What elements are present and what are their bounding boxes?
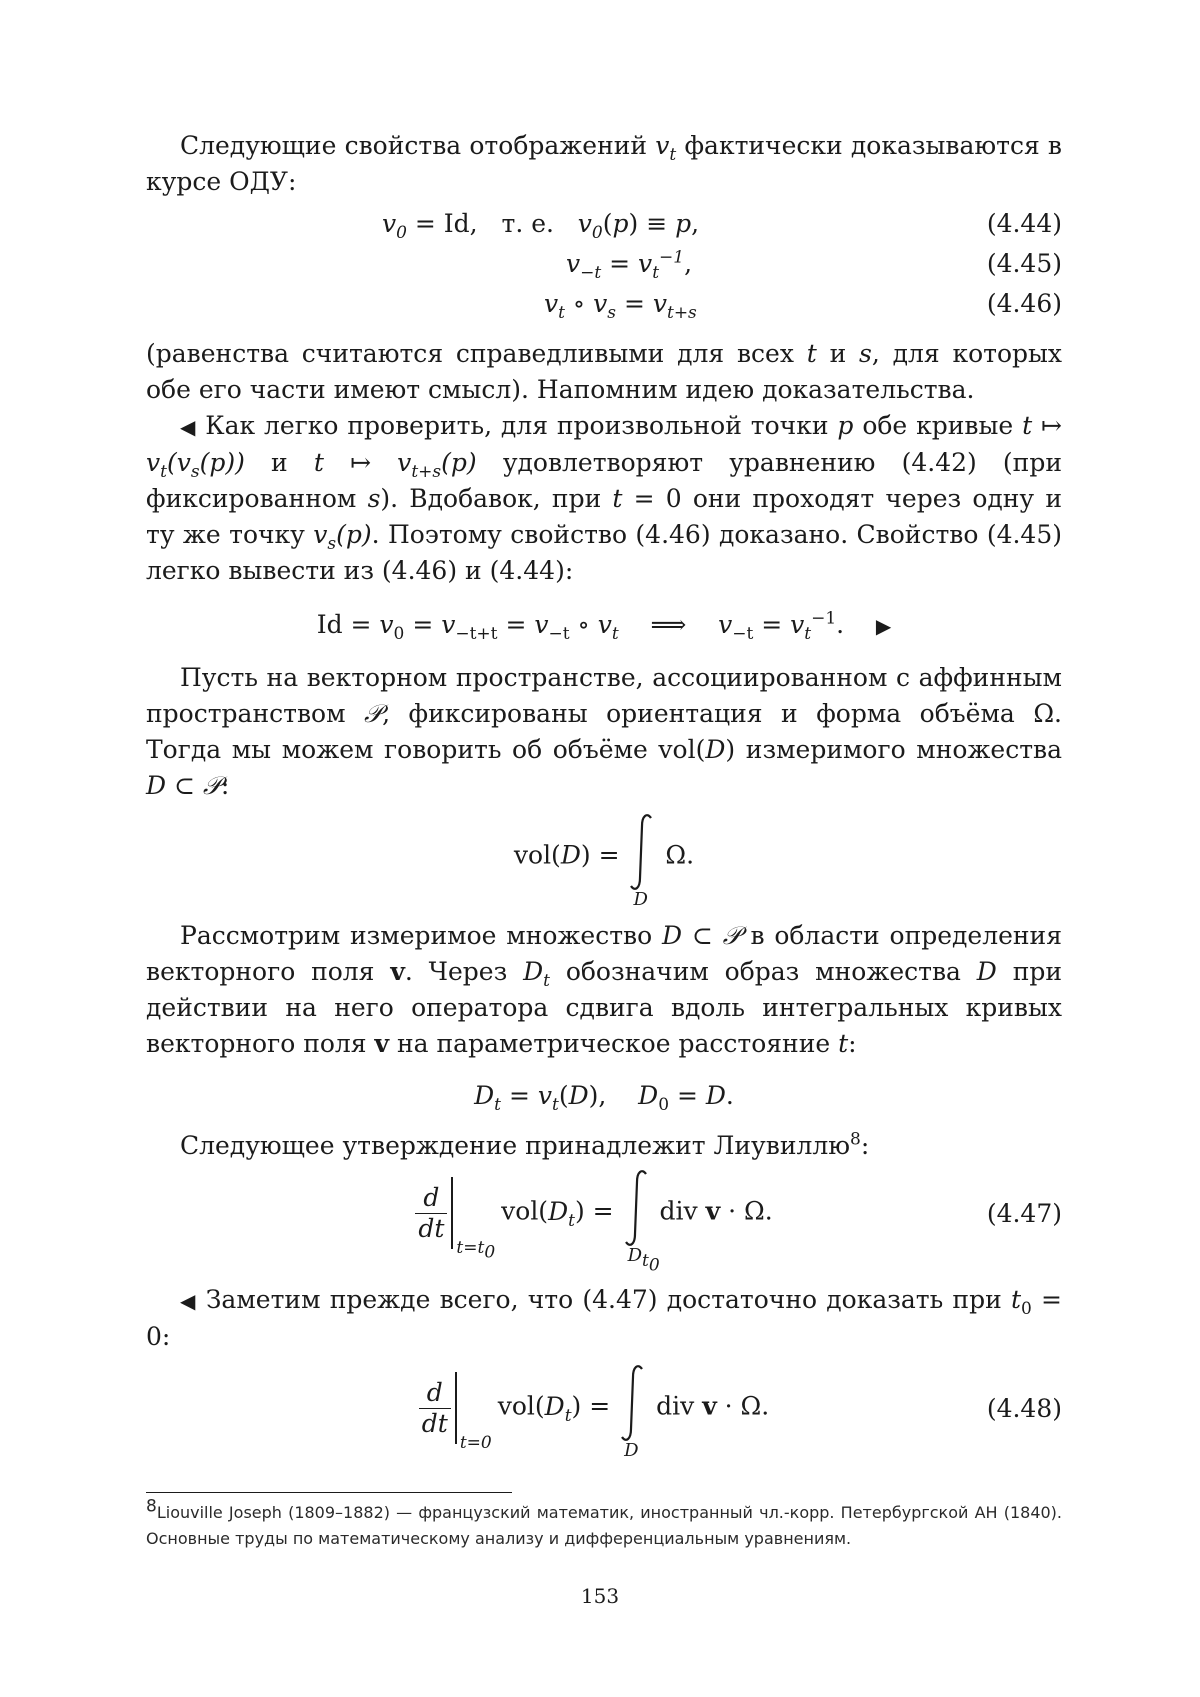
integral-sign-icon: D xyxy=(627,812,657,902)
equation-4-46: $v_t$ ∘ $v_s = v_{t+s}$ (4.46) xyxy=(544,289,1062,323)
proof-end-icon: ▶ xyxy=(875,614,892,638)
proof-paragraph-2: ◀ Заметим прежде всего, что (4.47) достаточно доказать при $t_0 = 0$: xyxy=(146,1285,1062,1351)
paragraph-1: Следующие свойства отображений $v_t$ фактически доказываются в курсе ОДУ: xyxy=(146,131,1063,196)
equation-volume-definition: vol(D) = D Ω. xyxy=(146,812,1062,912)
integral-sign-icon: D xyxy=(618,1363,648,1453)
page-number: 153 xyxy=(580,1584,620,1608)
proof-start-icon: ◀ xyxy=(180,1289,197,1313)
footnote: $^8$Liouville Joseph (1809–1882) — французский математик, иностранный чл.-корр. Петербургской АН (1840). Основные труды по математическому анализу и дифференциальным уравнениям. xyxy=(146,1496,1062,1548)
paragraph-2: (равенства считаются справедливыми для всех t и s, для которых обе его части имеют смысл). Напомним идею доказательства. xyxy=(146,339,1062,404)
equation-4-45: $v_{-t} = v_t^{-1}$, (4.45) xyxy=(566,247,1062,283)
proof-start-icon: ◀ xyxy=(180,415,197,439)
equation-4-48: $\frac{d}{dt}$ $t=0vol(D_t)$ = D div v · Ω. (4.48) xyxy=(146,1363,1062,1473)
equation-4-47: $\frac{d}{dt}$ $t=t_0vol(D_t)$ = $D_{t_0}$ div v · Ω. (4.47) xyxy=(146,1168,1062,1278)
paragraph-volume: Пусть на векторном пространстве, ассоциированном с аффинным пространством 𝒫, фиксированы ориентация и форма объёма Ω. Тогда мы можем говорить об объёме vol(D) измеримого множества D ⊂ 𝒫: xyxy=(146,663,1063,800)
equation-inverse-derivation: $Id = v_0 = v_{-t+t} = v_{-t}$ ∘ $v_t$ ⟹ $v_{-t} = v_t^{-1}$. ▶ xyxy=(316,608,892,644)
footnote-divider xyxy=(146,1492,512,1493)
equation-image-set: $D_t = v_t(D)$, $D_0 = D$. xyxy=(474,1081,734,1115)
proof-paragraph-1: ◀ Как легко проверить, для произвольной точки p обе кривые t ↦ $v_t(v_s(p))$ и t ↦ $v_{t+s}(p)$ удовлетворяют уравнению (4.42) (при фиксированном s). Вдобавок, при t = 0 они проходят через одну и ту же точку $v_s(p)$. Поэтому свойство (4.46) доказано. Свойство (4.45) легко вывести из (4.46) и (4.44): xyxy=(146,411,1063,585)
integral-sign-icon: $D_{t_0}$ xyxy=(622,1168,652,1258)
page-body xyxy=(146,128,1062,1473)
paragraph-flow: Рассмотрим измеримое множество D ⊂ 𝒫 в области определения векторного поля v. Через $D_t$ обозначим образ множества D при действии на него оператора сдвига вдоль интегральных кривых векторного поля v на параметрическое расстояние t: xyxy=(146,921,1063,1058)
paragraph-liouville: Следующее утверждение принадлежит Лиувиллю$^8$: xyxy=(180,1129,870,1160)
equation-4-44: $v_0 = Id$, т. е. $v_0(p) \equiv p$, (4.44) xyxy=(382,209,1062,243)
equations-444-446 xyxy=(146,206,1062,332)
